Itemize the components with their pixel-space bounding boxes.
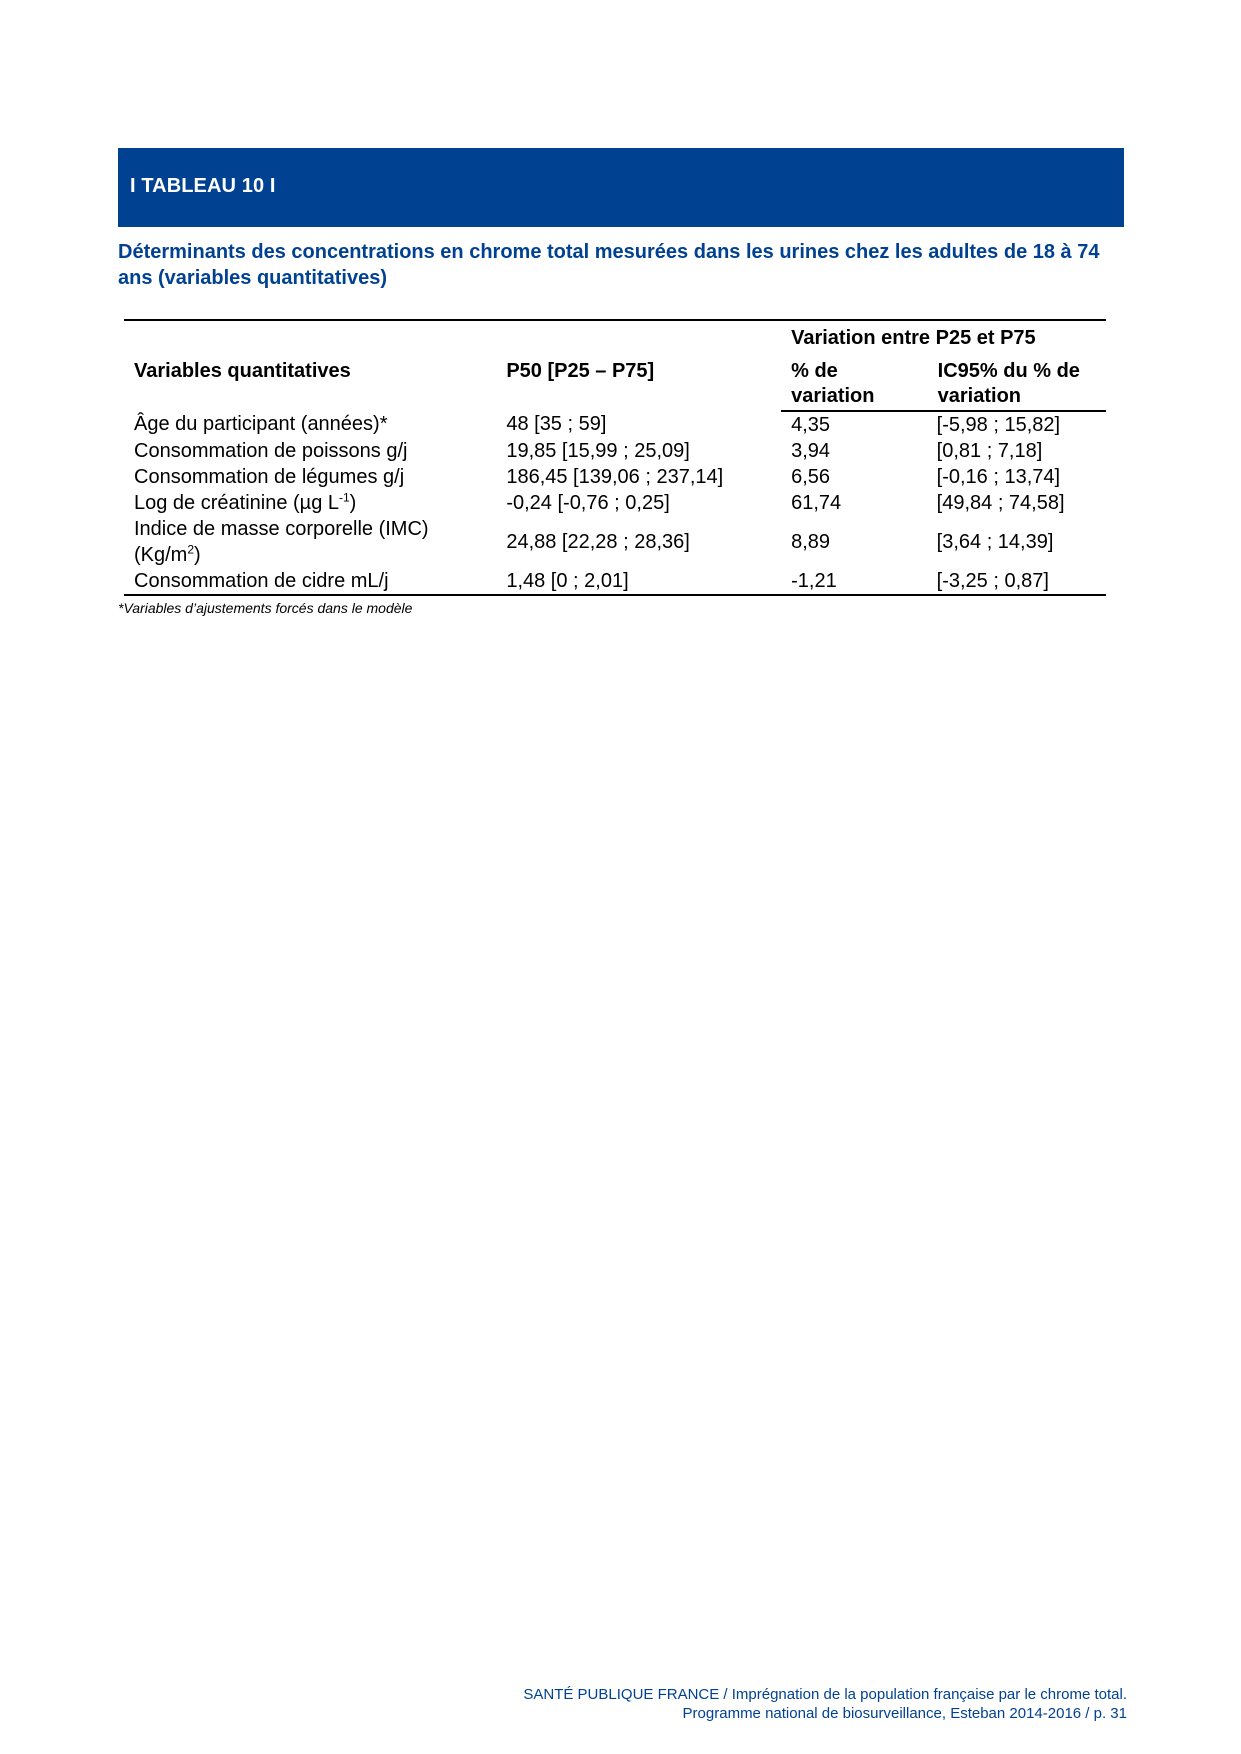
cell-variable: Consommation de cidre mL/j — [124, 568, 496, 595]
cell-variable: Âge du participant (années)* — [134, 413, 388, 435]
cell-p50: 1,48 [0 ; 2,01] — [496, 568, 781, 595]
cell-p50: 186,45 [139,06 ; 237,14] — [506, 466, 724, 488]
cell-p50: -0,24 [-0,76 ; 0,25] — [506, 492, 670, 514]
cell-pct: 61,74 — [791, 492, 842, 514]
table-row — [124, 411, 1106, 438]
table-row — [124, 490, 1106, 516]
cell-variable: Consommation de légumes g/j — [134, 466, 405, 488]
table-row — [124, 438, 1106, 464]
cell-ic95: [-0,16 ; 13,74] — [936, 466, 1061, 488]
cell-ic95: [-5,98 ; 15,82] — [936, 414, 1061, 436]
cell-ic95: [3,64 ; 14,39] — [936, 531, 1054, 553]
footer-line-2: Programme national de biosurveillance, Esteban 2014-2016 / p. 31 — [682, 1705, 1127, 1722]
header-ic95: IC95% du % de variation — [927, 359, 1106, 411]
page-footer — [523, 1685, 1127, 1723]
table-title: Déterminants des concentrations en chrome total mesurées dans les urines chez les adultes de 18 à 74 ans (variables quantitatives) — [118, 241, 1100, 289]
cell-p50: 24,88 [22,28 ; 28,36] — [506, 531, 690, 553]
cell-ic95: [49,84 ; 74,58] — [936, 492, 1065, 514]
cell-pct: 6,56 — [791, 466, 831, 488]
cell-variable: Log de créatinine (µg $L^{-1}$) — [134, 490, 357, 514]
table-footnote: *Variables d’ajustements forcés dans le modèle — [118, 600, 413, 616]
cell-ic95: [0,81 ; 7,18] — [936, 440, 1043, 462]
table-row — [124, 568, 1106, 595]
cell-p50: 48 [35 ; 59] — [506, 413, 607, 435]
cell-p50: 19,85 [15,99 ; 25,09] — [506, 440, 690, 462]
cell-pct: -1,21 — [781, 568, 927, 595]
table-row — [124, 464, 1106, 490]
header-variable: Variables quantitatives — [134, 359, 351, 382]
table-number-label: I TABLEAU 10 I — [130, 175, 276, 197]
table-row — [124, 516, 1106, 568]
cell-variable: Indice de masse corporelle (IMC) $(Kg/m^2)$ — [134, 518, 429, 566]
cell-pct: 4,35 — [791, 414, 831, 436]
cell-ic95: [-3,25 ; 0,87] — [927, 568, 1106, 595]
cell-pct: 8,89 — [791, 531, 831, 553]
determinants-table — [124, 319, 1106, 596]
header-group-variation: Variation entre P25 et P75 — [791, 327, 1036, 349]
header-p50: P50 [P25 – P75] — [506, 359, 655, 382]
cell-pct: 3,94 — [791, 440, 831, 462]
header-pct-variation: % de variation — [781, 359, 927, 411]
table-banner — [118, 148, 1124, 227]
footer-line-1: SANTÉ PUBLIQUE FRANCE / Imprégnation de la population française par le chrome total. — [523, 1686, 1127, 1703]
cell-variable: Consommation de poissons g/j — [134, 440, 408, 462]
